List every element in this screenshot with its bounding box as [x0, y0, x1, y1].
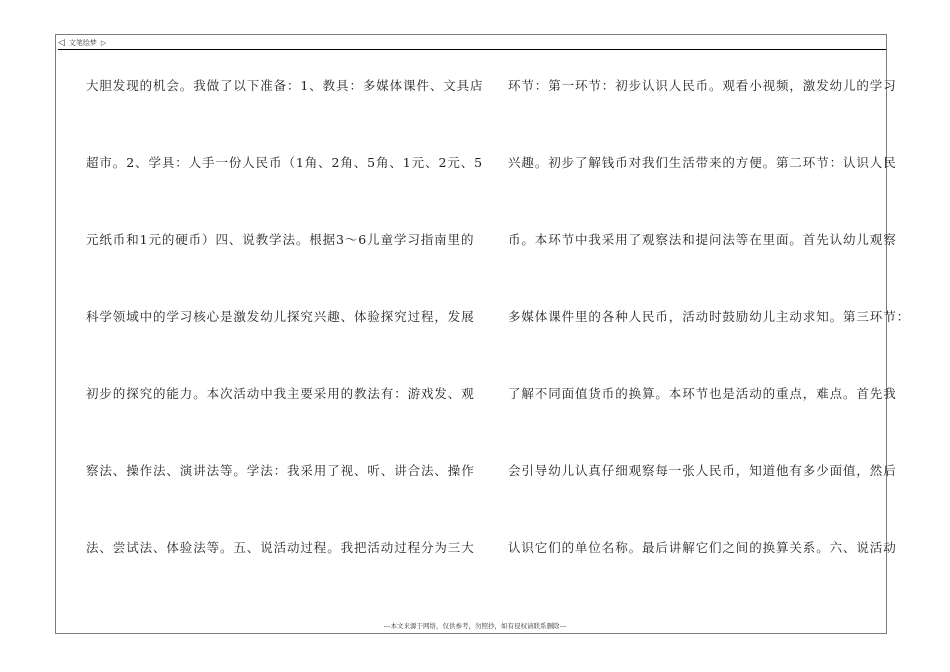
text-line: 超市。2、学具：人手一份人民币（1角、2角、5角、1元、2元、5 — [86, 155, 483, 170]
text-line: 察法、操作法、演讲法等。学法：我采用了视、听、讲合法、操作 — [86, 463, 475, 478]
text-line: 环节：第一环节：初步认识人民币。观看小视频，激发幼儿的学习 — [508, 78, 897, 93]
triangle-left-icon: ◁ — [58, 37, 65, 48]
text-line: 兴趣。初步了解钱币对我们生活带来的方便。第二环节：认识人民 — [508, 155, 897, 170]
text-line: 初步的探究的能力。本次活动中我主要采用的教法有：游戏发、观 — [86, 386, 475, 401]
footer-disclaimer: ---本文来源于网络，仅供参考，勿照抄，如有侵权请联系删除--- — [383, 622, 567, 630]
text-line: 科学领域中的学习核心是激发幼儿探究兴趣、体验探究过程，发展 — [86, 309, 475, 324]
header-title: 文笔绘梦 — [68, 39, 97, 47]
text-line: 法、尝试法、体验法等。五、说活动过程。我把活动过程分为三大 — [86, 540, 475, 555]
text-line: 元纸币和1元的硬币）四、说教学法。根据3～6儿童学习指南里的 — [86, 232, 475, 247]
left-text-column — [86, 77, 484, 616]
text-line: 大胆发现的机会。我做了以下准备：1、教具：多媒体课件、文具店 — [86, 78, 484, 93]
text-line: 认识它们的单位名称。最后讲解它们之间的换算关系。六、说活动 — [508, 540, 897, 555]
header-rule — [58, 49, 886, 50]
text-line: 了解不同面值货币的换算。本环节也是活动的重点，难点。首先我 — [508, 386, 897, 401]
text-line: 多媒体课件里的各种人民币，活动时鼓励幼儿主动求知。第三环节： — [508, 309, 911, 324]
right-text-column — [508, 77, 911, 616]
text-line: 币。本环节中我采用了观察法和提问法等在里面。首先认幼儿观察 — [508, 232, 897, 247]
triangle-right-icon: ▷ — [100, 38, 107, 47]
text-line: 会引导幼儿认真仔细观察每一张人民币，知道他有多少面值，然后 — [508, 463, 897, 478]
page-header — [58, 36, 106, 50]
